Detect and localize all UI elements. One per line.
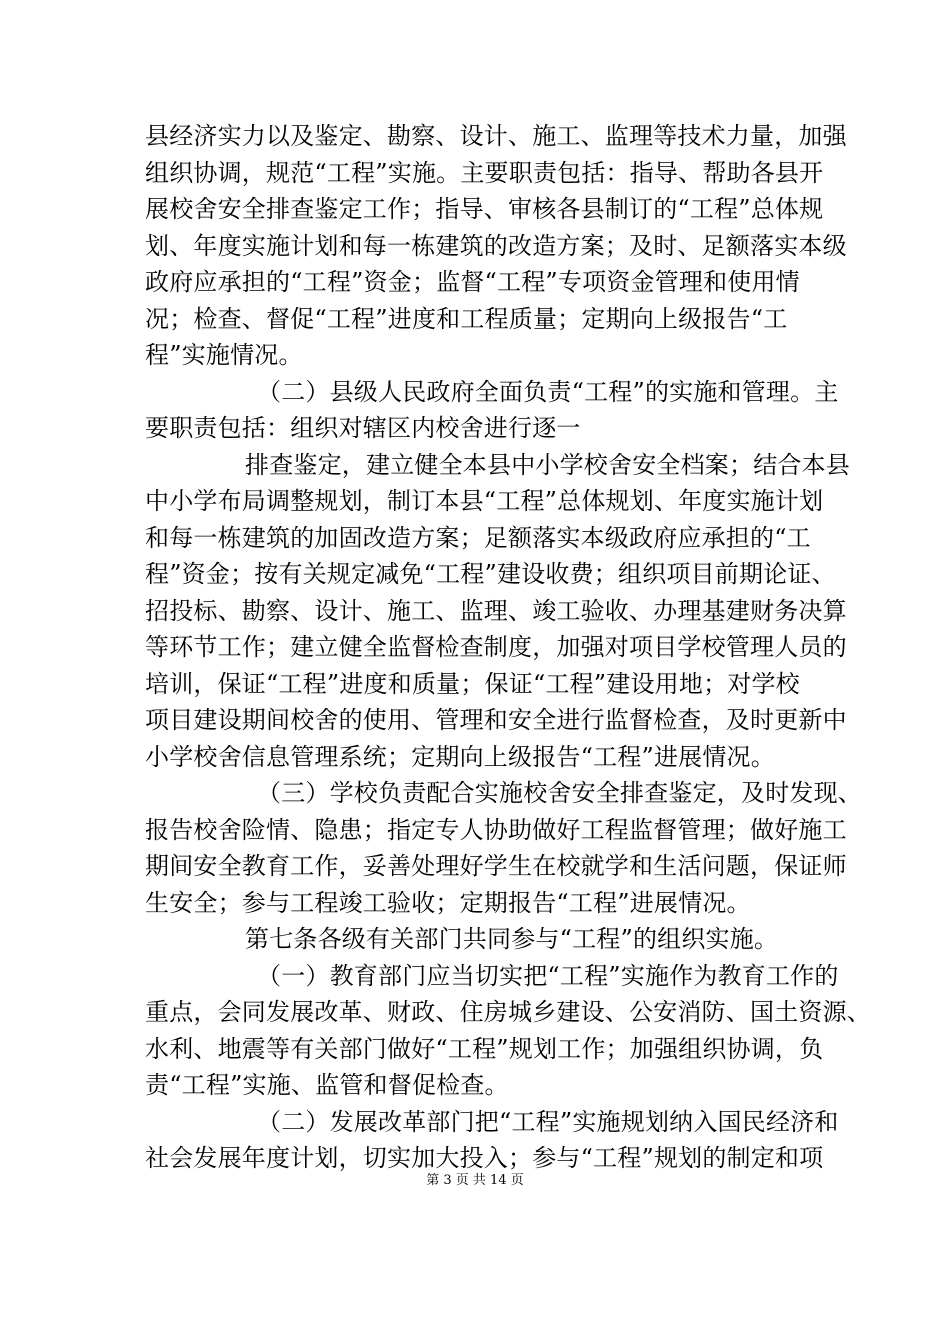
text-line: 展校舍安全排查鉴定工作；指导、审核各县制订的“工程”总体规 [145, 195, 824, 223]
text-line: 程”资金；按有关规定减免“工程”建设收费；组织项目前期论证、 [145, 560, 836, 588]
document-body [145, 118, 871, 1177]
paragraph-start-line: 排查鉴定，建立健全本县中小学校舍安全档案；结合本县 [245, 450, 850, 479]
text-line: 组织协调，规范“工程”实施。主要职责包括：指导、帮助各县开 [145, 158, 824, 187]
text-line: 项目建设期间校舍的使用、管理和安全进行监督检查，及时更新中 [145, 706, 847, 734]
text-line: 生安全；参与工程竣工验收；定期报告“工程”进展情况。 [145, 888, 751, 917]
paragraph-start-line: （一）教育部门应当切实把“工程”实施作为教育工作的 [257, 961, 839, 990]
text-line: 责“工程”实施、监管和督促检查。 [145, 1071, 509, 1099]
paragraph-start-line: （三）学校负责配合实施校舍安全排查鉴定，及时发现、 [257, 779, 862, 807]
text-line: 县经济实力以及鉴定、勘察、设计、施工、监理等技术力量，加强 [145, 122, 847, 150]
page-footer [0, 1172, 950, 1190]
page-number-label: 第 3 页 共 14 页 [426, 1173, 524, 1188]
text-line: 期间安全教育工作，妥善处理好学生在校就学和生活问题，保证师 [145, 852, 847, 880]
paragraph-start-line: （二）发展改革部门把“工程”实施规划纳入国民经济和 [257, 1107, 839, 1136]
text-line: 划、年度实施计划和每一栋建筑的改造方案；及时、足额落实本级 [145, 231, 847, 260]
text-line: 要职责包括：组织对辖区内校舍进行逐一 [145, 414, 581, 442]
text-line: 中小学布局调整规划，制订本县“工程”总体规划、年度实施计划 [145, 487, 824, 515]
paragraph-start-line: （二）县级人民政府全面负责“工程”的实施和管理。主 [257, 377, 839, 406]
article-heading-line: 第七条各级有关部门共同参与“工程”的组织实施。 [245, 925, 779, 953]
text-line: 等环节工作；建立健全监督检查制度，加强对项目学校管理人员的 [145, 633, 847, 661]
text-line: 报告校舍险情、隐患；指定专人协助做好工程监督管理；做好施工 [145, 815, 847, 844]
text-line: 培训，保证“工程”进度和质量；保证“工程”建设用地；对学校 [145, 669, 800, 698]
text-line: 小学校舍信息管理系统；定期向上级报告“工程”进展情况。 [145, 742, 775, 771]
text-line: 和每一栋建筑的加固改造方案；足额落实本级政府应承担的“工 [145, 523, 811, 552]
text-line: 招投标、勘察、设计、施工、监理、竣工验收、办理基建财务决算 [145, 596, 847, 625]
text-line: 况；检查、督促“工程”进度和工程质量；定期向上级报告“工 [145, 304, 788, 333]
text-line: 社会发展年度计划，切实加大投入；参与“工程”规划的制定和项 [145, 1144, 824, 1172]
text-line: 政府应承担的“工程”资金；监督“工程”专项资金管理和使用情 [145, 268, 800, 296]
text-line: 重点，会同发展改革、财政、住房城乡建设、公安消防、国土资源、 [145, 998, 871, 1026]
text-line: 水利、地震等有关部门做好“工程”规划工作；加强组织协调，负 [145, 1034, 824, 1063]
text-line: 程”实施情况。 [145, 341, 303, 369]
